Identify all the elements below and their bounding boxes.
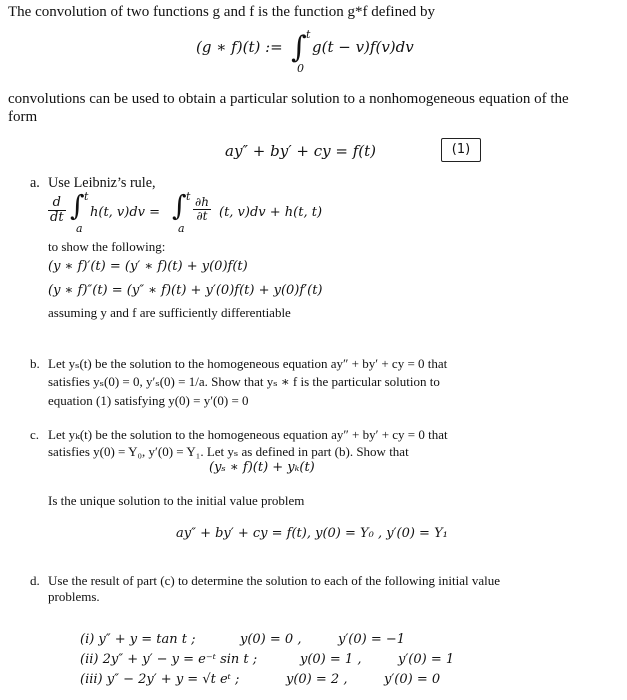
part-b-line-2: satisfies yₛ(0) = 0, y′ₛ(0) = 1/a. Show that yₛ ∗ f is the particular solution to: [48, 374, 440, 389]
part-c-letter: c.: [30, 427, 40, 442]
identity-first-derivative: (y ∗ f)′(t) = (y′ ∗ f)(t) + y(0)f(t): [48, 259, 248, 274]
convolution-definition-lhs: (g ∗ f)(t) :=: [196, 38, 283, 56]
partial-numerator: ∂h: [195, 195, 209, 209]
problem-i-ic2: y′(0) = −1: [338, 632, 406, 647]
leibniz-rhs-lower: a: [178, 222, 185, 235]
problem-iii-ic2: y′(0) = 0: [384, 672, 441, 687]
leibniz-rhs-tail: (t, v)dv + h(t, t): [219, 205, 323, 220]
identity-second-derivative: (y ∗ f)″(t) = (y″ ∗ f)(t) + y′(0)f(t) + y(0)f′(t): [48, 283, 323, 298]
leibniz-lhs-integrand: h(t, v)dv =: [90, 205, 161, 220]
part-c-ivp: ay″ + by′ + cy = f(t), y(0) = Y₀ , y′(0) = Y₁: [176, 526, 448, 541]
intro-line-1: The convolution of two functions g and f is the function g*f defined by: [8, 4, 435, 20]
part-d-letter: d.: [30, 573, 40, 588]
problem-ii-ic1: y(0) = 1 ,: [300, 652, 362, 667]
problem-ii-equation: (ii) 2y″ + y′ − y = e⁻ᵗ sin t ;: [80, 652, 258, 667]
part-d-line-1: Use the result of part (c) to determine the solution to each of the following initial value: [48, 573, 500, 588]
part-c-line-2: satisfies y(0) = Y₀, y′(0) = Y₁. Let yₛ as defined in part (b). Show that: [48, 444, 409, 459]
integral-sign-leibniz-lhs: ∫: [70, 189, 85, 222]
problem-ii-ic2: y′(0) = 1: [398, 652, 455, 667]
leibniz-lhs-lower: a: [76, 222, 83, 235]
main-equation: ay″ + by′ + cy = f(t): [225, 142, 376, 160]
part-a-intro: Use Leibniz’s rule,: [48, 175, 156, 191]
problem-i-equation: (i) y″ + y = tan t ;: [80, 632, 196, 647]
part-b-line-3: equation (1) satisfying y(0) = y′(0) = 0: [48, 393, 249, 408]
leibniz-lhs-upper: t: [84, 190, 89, 203]
intro-line-2: convolutions can be used to obtain a particular solution to a nonhomogeneous equation of the: [8, 91, 569, 107]
part-c-center-expression: (yₛ ∗ f)(t) + yₖ(t): [209, 460, 315, 475]
part-c-line-1: Let yₖ(t) be the solution to the homogeneous equation ay″ + by′ + cy = 0 that: [48, 427, 448, 442]
integral-sign-leibniz-rhs: ∫: [172, 189, 187, 222]
part-d-line-2: problems.: [48, 589, 100, 604]
problem-iii-equation: (iii) y″ − 2y′ + y = √t eᵗ ;: [80, 672, 240, 687]
derivative-denominator: dt: [50, 209, 64, 225]
part-c-line-3: Is the unique solution to the initial value problem: [48, 493, 305, 508]
intro-line-3: form: [8, 109, 38, 125]
part-b-line-1: Let yₛ(t) be the solution to the homogeneous equation ay″ + by′ + cy = 0 that: [48, 356, 448, 371]
derivative-numerator: d: [48, 196, 66, 211]
problem-i-ic1: y(0) = 0 ,: [240, 632, 302, 647]
integral-sign-definition: ∫: [291, 30, 307, 65]
definition-upper-limit: t: [306, 28, 311, 41]
part-a-show: to show the following:: [48, 239, 166, 254]
partial-denominator: ∂t: [196, 208, 208, 223]
partial-derivative: [193, 196, 211, 222]
part-a-assumption: assuming y and f are sufficiently differentiable: [48, 305, 291, 320]
problem-iii-ic1: y(0) = 2 ,: [286, 672, 348, 687]
leibniz-rhs-upper: t: [186, 190, 191, 203]
equation-number-box: (1): [441, 138, 481, 162]
part-b-letter: b.: [30, 356, 40, 371]
definition-lower-limit: 0: [297, 62, 304, 75]
convolution-definition-rhs: g(t − v)f(v)dv: [312, 38, 414, 56]
part-a-letter: a.: [30, 175, 40, 191]
leibniz-derivative: [48, 196, 66, 224]
